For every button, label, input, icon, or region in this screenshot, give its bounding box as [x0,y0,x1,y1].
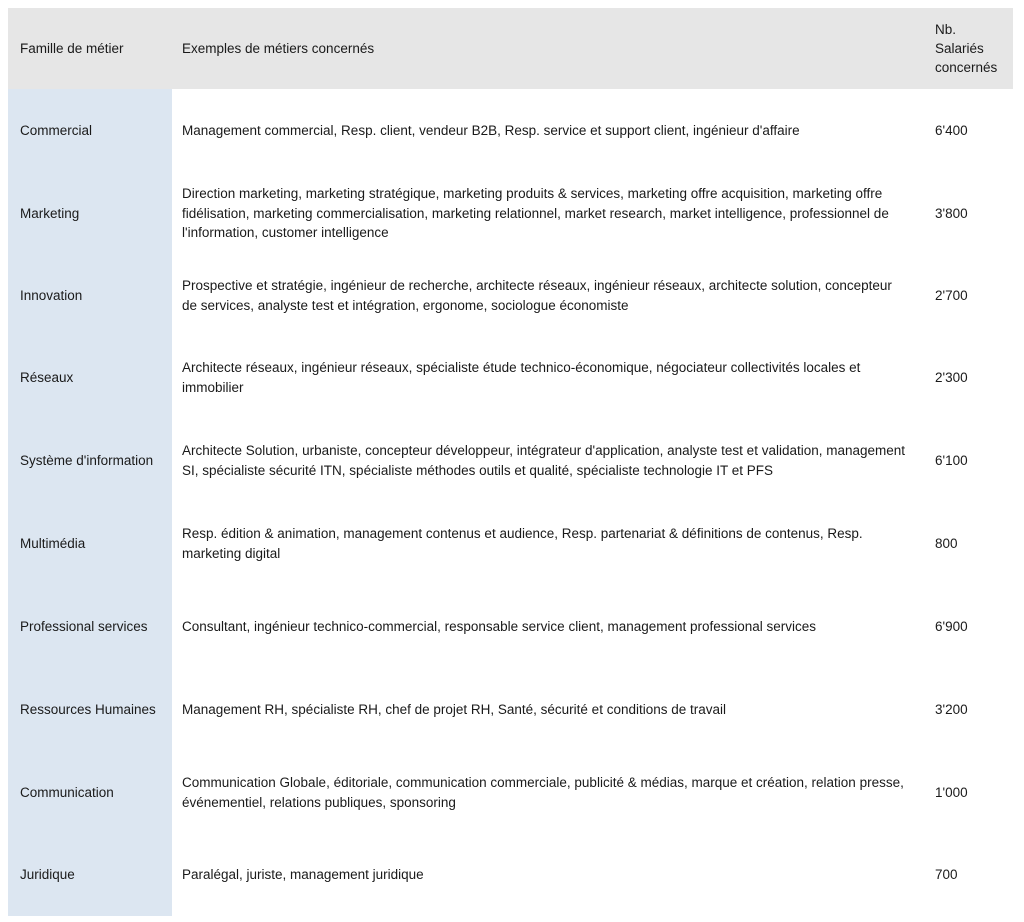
table-body [8,89,1013,916]
column-header-count-line-2: Salariés [935,40,984,56]
table-row [8,172,1013,255]
column-header-count-line-3: concernés [935,60,998,76]
cell-nb-salaries-concernes: 2'300 [921,336,1013,419]
cell-famille-de-metier: Juridique [8,834,172,916]
cell-famille-de-metier: Système d'information [8,419,172,502]
table-row [8,89,1013,172]
cell-nb-salaries-concernes: 6'900 [921,585,1013,668]
cell-exemples-de-metiers: Management RH, spécialiste RH, chef de projet RH, Santé, sécurité et conditions de travail [172,668,921,751]
cell-famille-de-metier: Ressources Humaines [8,668,172,751]
table-header [8,8,1013,89]
column-header-exemples-de-metiers: Exemples de métiers concernés [172,8,921,89]
cell-exemples-de-metiers: Architecte Solution, urbaniste, concepteur développeur, intégrateur d'application, analyste test et validation, management SI, spécialiste sécurité ITN, spécialiste méthodes outils et qualité, spécialiste technologie IT et PFS [172,419,921,502]
cell-exemples-de-metiers: Paralégal, juriste, management juridique [172,834,921,916]
table-row [8,834,1013,916]
column-header-famille-de-metier: Famille de métier [8,8,172,89]
column-header-count-line-1: Nb. [935,21,957,37]
cell-nb-salaries-concernes: 2'700 [921,255,1013,336]
cell-famille-de-metier: Professional services [8,585,172,668]
cell-exemples-de-metiers: Architecte réseaux, ingénieur réseaux, spécialiste étude technico-économique, négociateur collectivités locales et immobilier [172,336,921,419]
cell-exemples-de-metiers: Resp. édition & animation, management contenus et audience, Resp. partenariat & définitions de contenus, Resp. marketing digital [172,502,921,585]
cell-nb-salaries-concernes: 6'100 [921,419,1013,502]
column-header-nb-salaries-concernes [921,8,1013,89]
cell-exemples-de-metiers: Prospective et stratégie, ingénieur de recherche, architecte réseaux, ingénieur réseaux, architecte solution, concepteur de services, analyste test et intégration, ergonome, sociologue économiste [172,255,921,336]
cell-famille-de-metier: Commercial [8,89,172,172]
table-row [8,751,1013,834]
table-row [8,255,1013,336]
table-row [8,585,1013,668]
cell-famille-de-metier: Multimédia [8,502,172,585]
cell-famille-de-metier: Communication [8,751,172,834]
cell-famille-de-metier: Marketing [8,172,172,255]
cell-famille-de-metier: Réseaux [8,336,172,419]
job-families-table [8,8,1013,916]
cell-nb-salaries-concernes: 6'400 [921,89,1013,172]
table-header-row [8,8,1013,89]
cell-nb-salaries-concernes: 800 [921,502,1013,585]
table-row [8,419,1013,502]
cell-nb-salaries-concernes: 3'800 [921,172,1013,255]
cell-exemples-de-metiers: Communication Globale, éditoriale, communication commerciale, publicité & médias, marque et création, relation presse, événementiel, relations publiques, sponsoring [172,751,921,834]
cell-exemples-de-metiers: Management commercial, Resp. client, vendeur B2B, Resp. service et support client, ingénieur d'affaire [172,89,921,172]
cell-nb-salaries-concernes: 3'200 [921,668,1013,751]
cell-famille-de-metier: Innovation [8,255,172,336]
table-row [8,502,1013,585]
table-row [8,336,1013,419]
cell-nb-salaries-concernes: 1'000 [921,751,1013,834]
table-row [8,668,1013,751]
cell-exemples-de-metiers: Consultant, ingénieur technico-commercial, responsable service client, management professional services [172,585,921,668]
cell-exemples-de-metiers: Direction marketing, marketing stratégique, marketing produits & services, marketing offre acquisition, marketing offre fidélisation, marketing commercialisation, marketing relationnel, market research, market intelligence, professionnel de l'information, customer intelligence [172,172,921,255]
cell-nb-salaries-concernes: 700 [921,834,1013,916]
